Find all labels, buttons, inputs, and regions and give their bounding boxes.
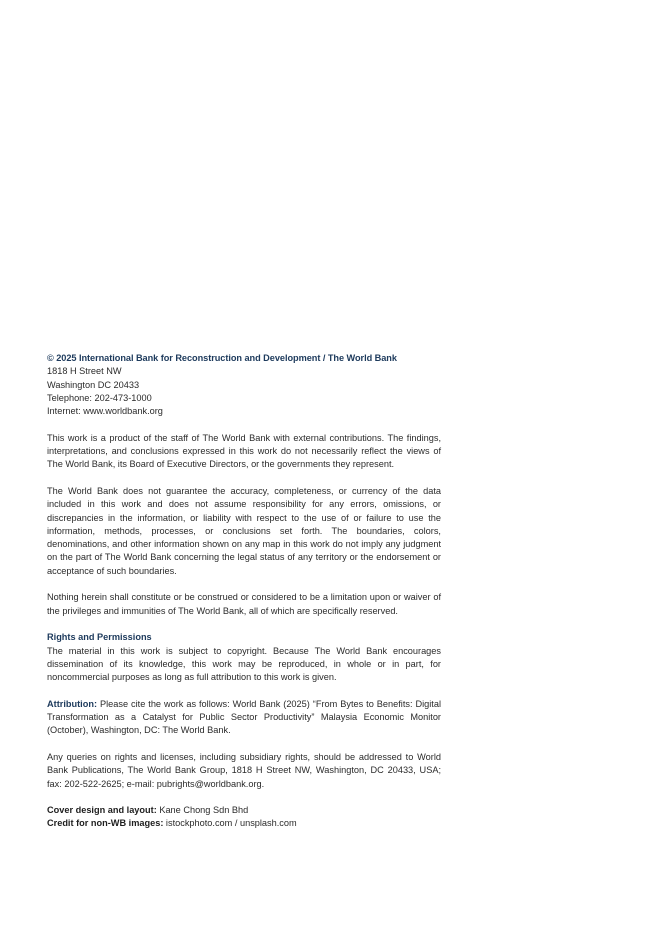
credits-block <box>47 804 441 831</box>
cover-credit-value: Kane Chong Sdn Bhd <box>156 805 249 816</box>
address-street: 1818 H Street NW <box>47 366 122 377</box>
privileges-paragraph: Nothing herein shall constitute or be construed or considered to be a limitation upon or waiver of the privileges and immunities of The World Bank, all of which are specifically reserved. <box>47 592 441 616</box>
cover-credit-label: Cover design and layout: <box>47 805 157 816</box>
copyright-block <box>47 352 441 418</box>
images-credit-label: Credit for non-WB images: <box>47 818 164 829</box>
cover-credit <box>47 804 441 817</box>
images-credit-value: istockphoto.com / unsplash.com <box>163 818 297 829</box>
queries-paragraph: Any queries on rights and licenses, including subsidiary rights, should be addressed to World Bank Publications, The World Bank Group, 1818 H Street NW, Washington, DC 20433, USA; fax: 202-522-2625; e-mail: pubrights@worldbank.org. <box>47 751 441 789</box>
rights-section <box>47 631 441 684</box>
product-paragraph: This work is a product of the staff of The World Bank with external contributions. The findings, interpretations, and conclusions expressed in this work do not necessarily reflect the views of The World Bank, its Board of Executive Directors, or the governments they represent. <box>47 432 441 470</box>
internet-link[interactable]: Internet: www.worldbank.org <box>47 406 163 417</box>
copyright-page-content <box>47 352 441 831</box>
attribution-paragraph <box>47 698 441 738</box>
copyright-title: © 2025 International Bank for Reconstruction and Development / The World Bank <box>47 353 397 363</box>
images-credit <box>47 817 441 830</box>
disclaimer-paragraph: The World Bank does not guarantee the accuracy, completeness, or currency of the data included in this work and does not assume responsibility for any errors, omissions, or discrepancies in the information, or liability with respect to the use of or failure to use the information, methods, processes, or conclusions set forth. The boundaries, colors, denominations, and other information shown on any map in this work do not imply any judgment on the part of The World Bank concerning the legal status of any territory or the endorsement or acceptance of such boundaries. <box>47 485 441 576</box>
telephone: Telephone: 202-473-1000 <box>47 392 152 403</box>
attribution-label: Attribution: <box>47 698 98 709</box>
rights-body: The material in this work is subject to copyright. Because The World Bank encourages dissemination of its knowledge, this work may be reproduced, in whole or in part, for noncommercial purposes as long as full attribution to this work is given. <box>47 645 441 683</box>
attribution-body: Please cite the work as follows: World Bank (2025) “From Bytes to Benefits: Digital Transformation as a Catalyst for Public Sector Productivity” Malaysia Economic Monitor (October), Washington, DC: The World Bank. <box>47 698 441 736</box>
rights-heading: Rights and Permissions <box>47 632 152 643</box>
address-city: Washington DC 20433 <box>47 379 140 390</box>
